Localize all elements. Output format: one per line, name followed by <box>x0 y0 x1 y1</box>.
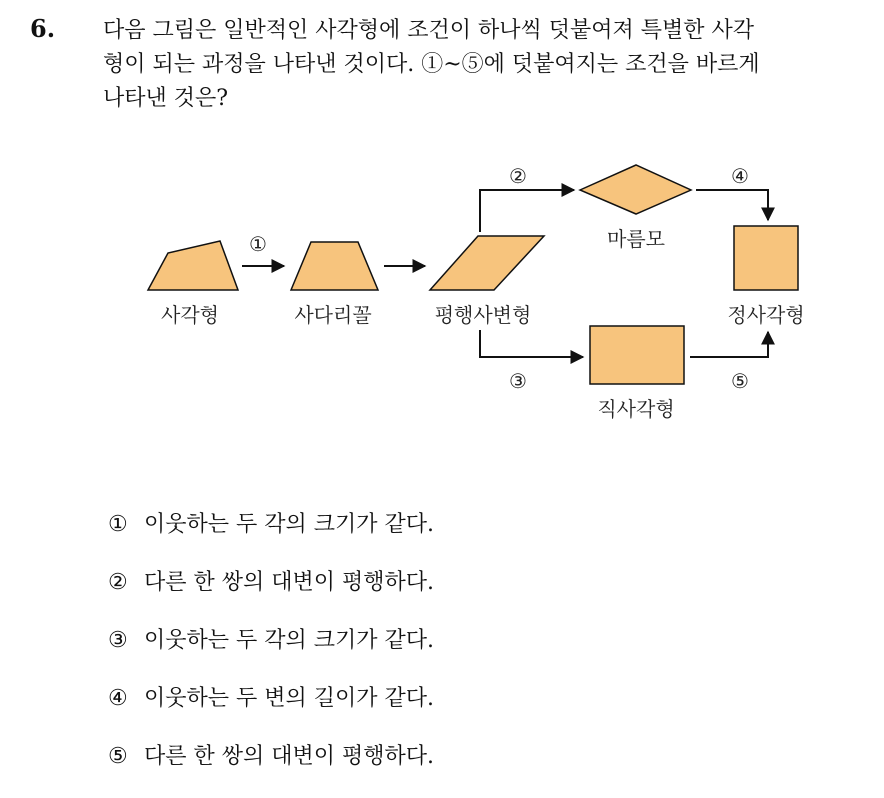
stem-line-3: 나타낸 것은? <box>103 86 229 111</box>
answer-choices <box>108 508 434 798</box>
step-label-2: ② <box>509 164 527 188</box>
arrow-step-4 <box>696 190 768 220</box>
choice-text: 다른 한 쌍의 대변이 평행하다. <box>144 570 434 595</box>
shape-label-trapezoid: 사다리꼴 <box>294 303 372 327</box>
shape-label-quadrilateral: 사각형 <box>161 303 219 327</box>
choice-4[interactable] <box>108 682 434 740</box>
choice-5[interactable] <box>108 740 434 798</box>
question-number: 6. <box>30 14 56 43</box>
shape-label-square: 정사각형 <box>727 303 805 327</box>
choice-number: ③ <box>108 628 128 653</box>
quadrilateral-shape <box>148 241 238 290</box>
choice-3[interactable] <box>108 624 434 682</box>
choice-text: 이웃하는 두 각의 크기가 같다. <box>144 512 434 537</box>
trapezoid-shape <box>291 242 378 290</box>
step-label-3: ③ <box>509 369 527 393</box>
choice-text: 이웃하는 두 변의 길이가 같다. <box>144 686 434 711</box>
step-label-1: ① <box>249 232 267 256</box>
rectangle-shape <box>590 326 684 384</box>
choice-number: ① <box>108 512 128 537</box>
choice-2[interactable] <box>108 566 434 624</box>
choice-1[interactable] <box>108 508 434 566</box>
arrow-step-3 <box>480 330 583 357</box>
stem-line-1: 다음 그림은 일반적인 사각형에 조건이 하나씩 덧붙여져 특별한 사각 <box>103 18 755 43</box>
choice-number: ⑤ <box>108 744 128 769</box>
arrow-step-5 <box>690 332 768 357</box>
choice-text: 다른 한 쌍의 대변이 평행하다. <box>144 744 434 769</box>
stem-line-2: 형이 되는 과정을 나타낸 것이다. ①~⑤에 덧붙여지는 조건을 바르게 <box>103 52 760 77</box>
choice-number: ② <box>108 570 128 595</box>
parallelogram-shape <box>430 236 544 290</box>
arrow-step-2 <box>480 190 574 232</box>
choice-number: ④ <box>108 686 128 711</box>
choice-text: 이웃하는 두 각의 크기가 같다. <box>144 628 434 653</box>
shape-label-rhombus: 마름모 <box>607 227 665 251</box>
step-label-5: ⑤ <box>731 369 749 393</box>
shape-label-parallelogram: 평행사변형 <box>434 303 532 327</box>
step-label-4: ④ <box>731 164 749 188</box>
square-shape <box>734 226 798 290</box>
rhombus-shape <box>580 165 691 214</box>
shape-label-rectangle: 직사각형 <box>597 397 675 421</box>
